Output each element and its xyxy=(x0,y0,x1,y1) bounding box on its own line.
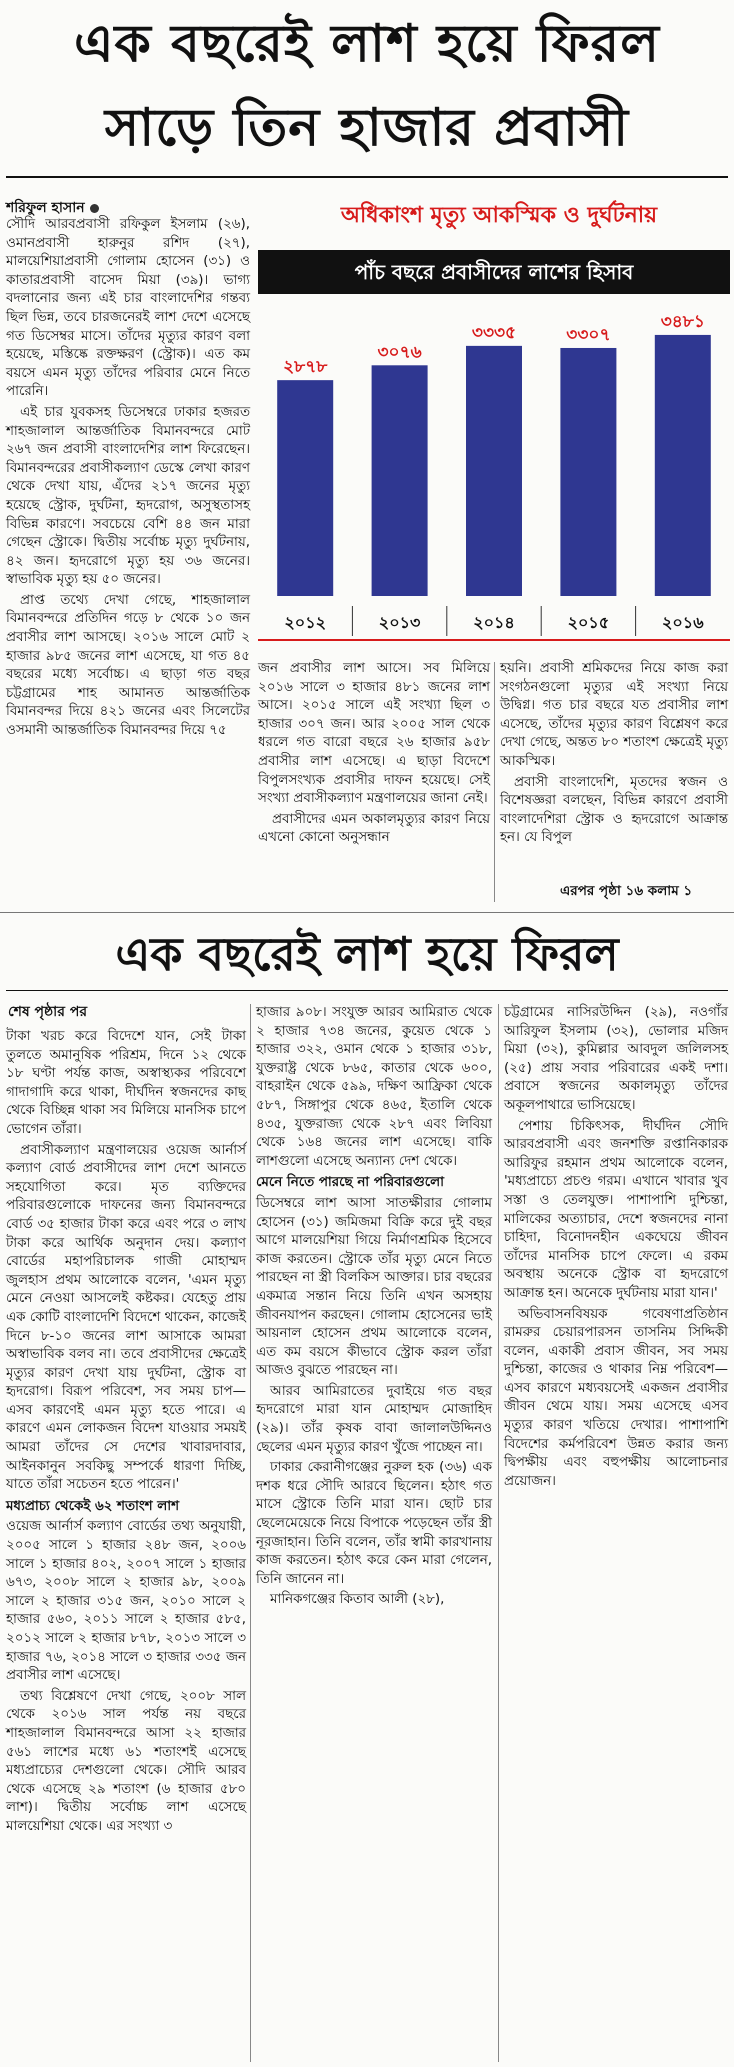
chart-bar xyxy=(655,335,711,596)
headline-line-1: এক বছরেই লাশ হয়ে ফিরল xyxy=(73,14,661,74)
paragraph: মানিকগঞ্জের কিতাব আলী (২৮), xyxy=(270,1592,445,1608)
paragraph: প্রবাসীদের এমন অকালমৃত্যুর কারণ নিয়ে এখনো কোনো অনুসন্ধান xyxy=(258,811,490,846)
chart-bar xyxy=(560,348,616,596)
headline2-rule xyxy=(6,990,728,991)
paragraph: ওয়েজ আর্নার্স কল্যাণ বোর্ডের তথ্য অনুযায়ী, ২০০৫ সালে ১ হাজার ২৪৮ জন, ২০০৬ সালে ১ হাজার ৪০২, ২০০৭ সালে ১ হাজার ৬৭৩, ২০০৮ সালে ২ হাজার ৯৮, ২০০৯ সালে ২ হাজার ৩১৫ জন, ২০১০ সালে ২ হাজার ৫৬০, ২০১১ সালে ২ হাজার ৫৮৫, ২০১২ সালে ২ হাজার ৮৭৮, ২০১৩ সালে ৩ হাজার ৭৬, ২০১৪ সালে ৩ হাজার ৩৩৫ জন প্রবাসীর লাশ এসেছে। xyxy=(6,1519,246,1684)
article-column-1 xyxy=(6,216,250,743)
chart-data-label: ৩৩০৭ xyxy=(566,324,611,345)
subheading: মেনে নিতে পারছে না পরিবারগুলো xyxy=(256,1175,444,1191)
paragraph: প্রবাসী বাংলাদেশি, মৃতদের স্বজন ও বিশেষজ্ঞরা বলছেন, বিভিন্ন কারণে প্রবাসী বাংলাদেশিরা স্ট্রোক ও হৃদরোগে আক্রান্ত হন। যে বিপুল xyxy=(500,774,728,846)
paragraph: ডিসেম্বরে লাশ আসা সাতক্ষীরার গোলাম হোসেন (৩১) জমিজমা বিক্রি করে দুই বছর আগে মালয়েশিয়া গিয়ে নির্মাণশ্রমিক হিসেবে কাজ করতেন। স্ট্রোকে তাঁর মৃত্যু মেনে নিতে পারছেন না স্ত্রী বিলকিস আক্তার। চার বছরের একমাত্র সন্তান নিয়ে তিনি এখন অসহায় জীবনযাপন করছেন। গোলাম হোসেনের ভাই আয়নাল হোসেন প্রথম আলোকে বলেন, এত কম বয়সে কীভাবে স্ট্রোক করল তাঁরা আজও বুঝতে পারছেন না। xyxy=(256,1195,492,1379)
chart-data-label: ৩৪৮১ xyxy=(660,311,705,332)
chart-bar xyxy=(466,346,522,596)
subheading: মধ্যপ্রাচ্য থেকেই ৬২ শতাংশ লাশ xyxy=(6,1498,180,1514)
section-divider xyxy=(0,912,734,913)
paragraph: প্রবাসীকল্যাণ মন্ত্রণালয়ের ওয়েজ আর্নার্স কল্যাণ বোর্ড প্রবাসীদের লাশ দেশে আনতে সহযোগিতা করে। মৃত ব্যক্তিদের পরিবারগুলোকে দাফনের জন্য বিমানবন্দরে বোর্ড ৩৫ হাজার টাকা করে এবং পরে ৩ লাখ টাকা করে আর্থিক অনুদান দেয়। কল্যাণ বোর্ডের মহাপরিচালক গাজী মোহাম্মদ জুলহাস প্রথম আলোকে বলেন, 'এমন মৃত্যু মেনে নেওয়া আসলেই কষ্টকর। যেহেতু প্রায় এক কোটি বাংলাদেশি বিদেশে থাকেন, কাজেই দিনে ৮-১০ জনের লাশ আসাকে আমরা অস্বাভাবিক বলব না। তবে প্রবাসীদের ক্ষেত্রেই মৃত্যুর কারণ দেখা যায় দুর্ঘটনা, স্ট্রোক বা হৃদরোগ। বিরূপ পরিবেশ, সব সময় চাপ—এসব কারণেই এমন মৃত্যু হতে পারে। এ কারণে এমন লোকজন বিদেশ যাওয়ার সময়ই আমরা তাঁদের সে দেশের খাবারদাবার, আইনকানুন সবকিছু সম্পর্কে ধারণা দিচ্ছি, যাতে তাঁরা সচেতন হতে পারেন।' xyxy=(6,1142,246,1493)
chart-bar xyxy=(372,365,428,596)
paragraph: আরব আমিরাতের দুবাইয়ে গত বছর হৃদরোগে মারা যান মোহাম্মদ মোজাহিদ (২৯)। তাঁর কৃষক বাবা জালালউদ্দিনও ছেলের এমন মৃত্যুর কারণ খুঁজে পাচ্ছেন না। xyxy=(256,1383,492,1455)
chart-title: পাঁচ বছরে প্রবাসীদের লাশের হিসাব xyxy=(258,250,730,294)
paragraph: টাকা খরচ করে বিদেশে যান, সেই টাকা তুলতে অমানুষিক পরিশ্রম, দিনে ১২ থেকে ১৮ ঘণ্টা পর্যন্ত কাজ, অস্বাস্থ্যকর পরিবেশে গাদাগাদি করে থাকা, দীর্ঘদিন স্বজনদের কাছ থেকে বিচ্ছিন্ন থাকা সব মিলিয়ে মানসিক চাপে ভোগেন তাঁরা। xyxy=(6,1029,246,1137)
headline-continued: এক বছরেই লাশ হয়ে ফিরল xyxy=(115,927,619,981)
chart-bar xyxy=(277,380,333,596)
chart-tick-label: ২০১২ xyxy=(284,613,326,632)
paragraph: হয়নি। প্রবাসী শ্রমিকদের নিয়ে কাজ করা সংগঠনগুলো মৃত্যুর এই সংখ্যা নিয়ে উদ্বিগ্ন। গত চার বছরে যত প্রবাসীর লাশ এসেছে, তাঁদের মৃত্যুর কারণ বিশ্লেষণ করে দেখা গেছে, অন্তত ৮০ শতাংশ ক্ষেত্রেই মৃত্যু আকস্মিক। xyxy=(500,661,728,769)
bar-chart xyxy=(258,296,730,658)
article-column-2 xyxy=(258,660,490,850)
from-last-page-label: শেষ পৃষ্ঠার পর xyxy=(8,1004,88,1020)
chart-tick-label: ২০১৪ xyxy=(473,613,515,632)
column-divider xyxy=(498,1004,499,2062)
continued-label: এরপর পৃষ্ঠা ১৬ কলাম ১ xyxy=(560,883,693,899)
article-column-3 xyxy=(500,660,728,850)
article-column-3-continued xyxy=(504,1004,728,1493)
paragraph: তথ্য বিশ্লেষণে দেখা গেছে, ২০০৮ সাল থেকে ২০১৬ সাল পর্যন্ত নয় বছরে শাহজালাল বিমানবন্দরে আসা ২২ হাজার ৫৬১ লাশের মধ্যে ৬১ শতাংশই এসেছে মধ্যপ্রাচ্যের দেশগুলো থেকে। সৌদি আরব থেকে এসেছে ২৯ শতাংশ (৬ হাজার ৫৮০ লাশ)। দ্বিতীয় সর্বোচ্চ লাশ এসেছে মালয়েশিয়া থেকে। এর সংখ্যা ৩ xyxy=(6,1688,246,1834)
chart-tick-label: ২০১৩ xyxy=(378,613,421,632)
headline-line-2: সাড়ে তিন হাজার প্রবাসী xyxy=(104,98,630,158)
chart-subtitle: অধিকাংশ মৃত্যু আকস্মিক ও দুর্ঘটনায় xyxy=(340,203,658,228)
byline-name: শরিফুল হাসান xyxy=(6,200,85,216)
headline-rule xyxy=(6,176,728,178)
paragraph: পেশায় চিকিৎসক, দীর্ঘদিন সৌদি আরবপ্রবাসী এবং জনশক্তি রপ্তানিকারক আরিফুর রহমান প্রথম আলোকে বলেন, 'মধ্যপ্রাচ্যে প্রচণ্ড গরম। এখানে খাবার খুব সস্তা ও তেলযুক্ত। পাশাপাশি দুশ্চিন্তা, মালিকের অত্যাচার, দেশে স্বজনদের নানা চাহিদা, বিনোদনহীন একঘেয়ে জীবন তাঁদের মানসিক চাপে ফেলে। এ রকম অবস্থায় অনেকে স্ট্রোক বা হৃদরোগে আক্রান্ত হন। অনেকে দুর্ঘটনায় মারা যান।' xyxy=(504,1118,728,1301)
byline-dot-icon xyxy=(90,204,99,213)
paragraph: চট্টগ্রামের নাসিরউদ্দিন (২৯), নওগাঁর আরিফুল ইসলাম (৩২), ভোলার মজিদ মিয়া (৩২), কুমিল্লার আবদুল জলিলসহ (২৫) প্রায় সবার পরিবারের একই দশা। প্রবাসে স্বজনের অকালমৃত্যু তাঁদের অকূলপাথারে ভাসিয়েছে। xyxy=(504,1005,728,1113)
paragraph: অভিবাসনবিষয়ক গবেষণাপ্রতিষ্ঠান রামরুর চেয়ারপারসন তাসনিম সিদ্দিকী বলেন, একাকী প্রবাস জীবন, সব সময় দুশ্চিন্তা, কাজের ও থাকার নিম্ন পরিবেশ—এসব কারণে মধ্যবয়সেই একজন প্রবাসীর জীবন থেমে যায়। সময় এসেছে এসব মৃত্যুর কারণ খতিয়ে দেখার। পাশাপাশি বিদেশের কর্মপরিবেশ উন্নত করার জন্য দ্বিপক্ষীয় এবং বহুপক্ষীয় আলোচনার প্রয়োজন। xyxy=(504,1306,728,1489)
paragraph: ঢাকার কেরানীগঞ্জের নুরুল হক (৩৬) এক দশক ধরে সৌদি আরবে ছিলেন। হঠাৎ গত মাসে স্ট্রোকে তিনি মারা যান। ছোট চার ছেলেমেয়েকে নিয়ে বিপাকে পড়েছেন তাঁর স্ত্রী নূরজাহান। তিনি বলেন, তাঁর স্বামী কারখানায় কাজ করতেন। হঠাৎ করে কেন মারা গেলেন, তিনি জানেন না। xyxy=(256,1460,492,1587)
chart-tick-label: ২০১৬ xyxy=(662,613,704,632)
paragraph: সৌদি আরবপ্রবাসী রফিকুল ইসলাম (২৬), ওমানপ্রবাসী হারুনুর রশিদ (২৭), মালয়েশিয়াপ্রবাসী গোলাম হোসেন (৩১) ও কাতারপ্রবাসী বাসেদ মিয়া (৩৯)। ভাগ্য বদলানোর জন্য এই চার বাংলাদেশির গন্তব্য ছিল ভিন্ন, তবে চারজনেরই লাশ দেশে এসেছে গত ডিসেম্বর মাসে। তাঁদের মৃত্যুর কারণ বলা হয়েছে, মস্তিষ্কে রক্তক্ষরণ (স্ট্রোক)। এত কম বয়সে এমন মৃত্যু তাঁদের পরিবার মেনে নিতে পারেনি। xyxy=(6,217,250,400)
column-divider xyxy=(494,662,495,902)
chart-data-label: ৩০৭৬ xyxy=(377,342,422,363)
paragraph: এই চার যুবকসহ ডিসেম্বরে ঢাকার হজরত শাহজালাল আন্তর্জাতিক বিমানবন্দরে মোট ২৬৭ জন প্রবাসী বাংলাদেশির লাশ ফিরেছেন। বিমানবন্দরের প্রবাসীকল্যাণ ডেস্কে লেখা কারণ থেকে দেখা যায়, এঁদের ২১৭ জনের মৃত্যু হয়েছে স্ট্রোক, দুর্ঘটনা, হৃদরোগ, অসুস্থতাসহ বিভিন্ন কারণে। সবচেয়ে বেশি ৪৪ জন মারা গেছেন স্ট্রোকে। দ্বিতীয় সর্বোচ্চ মৃত্যু দুর্ঘটনায়, ৪২ জন। হৃদরোগে মৃত্যু হয় ৩৬ জনের। স্বাভাবিক মৃত্যু হয় ৫০ জনের। xyxy=(6,404,250,588)
column-divider xyxy=(250,1004,251,2062)
paragraph: জন প্রবাসীর লাশ আসে। সব মিলিয়ে ২০১৬ সালে ৩ হাজার ৪৮১ জনের লাশ আসে। ২০১৫ সালে এই সংখ্যা ছিল ৩ হাজার ৩০৭ জন। আর ২০০৫ সাল থেকে ধরলে গত বারো বছরে ২৬ হাজার ৯৫৮ প্রবাসীর লাশ এসেছে। এ ছাড়া বিদেশে বিপুলসংখ্যক প্রবাসীর দাফন হয়েছে। সেই সংখ্যা প্রবাসীকল্যাণ মন্ত্রণালয়ের জানা নেই। xyxy=(258,661,490,807)
paragraph: হাজার ৯০৮। সংযুক্ত আরব আমিরাত থেকে ২ হাজার ৭৩৪ জনের, কুয়েত থেকে ১ হাজার ৩২২, ওমান থেকে ১ হাজার ৩১৮, যুক্তরাষ্ট্র থেকে ৮৬৫, কাতার থেকে ৬০০, বাহরাইন থেকে ৫৯৯, দক্ষিণ আফ্রিকা থেকে ৫৮৭, সিঙ্গাপুর থেকে ৪৬৫, ইতালি থেকে ৪৩৫, যুক্তরাজ্য থেকে ২৮৭ এবং লিবিয়া থেকে ১৬৪ জনের লাশ এসেছে। বাকি লাশগুলো এসেছে অন্যান্য দেশ থেকে। xyxy=(256,1005,492,1169)
article-column-2-continued xyxy=(256,1004,492,1612)
article-column-1-continued xyxy=(6,1028,246,1839)
chart-data-label: ৩৩৩৫ xyxy=(471,322,517,343)
chart-data-label: ২৮৭৮ xyxy=(283,357,328,378)
paragraph: প্রাপ্ত তথ্যে দেখা গেছে, শাহজালাল বিমানবন্দরে প্রতিদিন গড়ে ৮ থেকে ১০ জন প্রবাসীর লাশ আসছে। ২০১৬ সালে মোট ২ হাজার ৯৮৫ জনের লাশ এসেছে, যা গত ৪৫ বছরের মধ্যে সর্বোচ্চ। এ ছাড়া গত বছর চট্টগ্রামের শাহ আমানত আন্তর্জাতিক বিমানবন্দর দিয়ে ৪২১ জনের এবং সিলেটের ওসমানী আন্তর্জাতিক বিমানবন্দর দিয়ে ৭৫ xyxy=(6,592,250,739)
chart-tick-label: ২০১৫ xyxy=(567,613,610,632)
